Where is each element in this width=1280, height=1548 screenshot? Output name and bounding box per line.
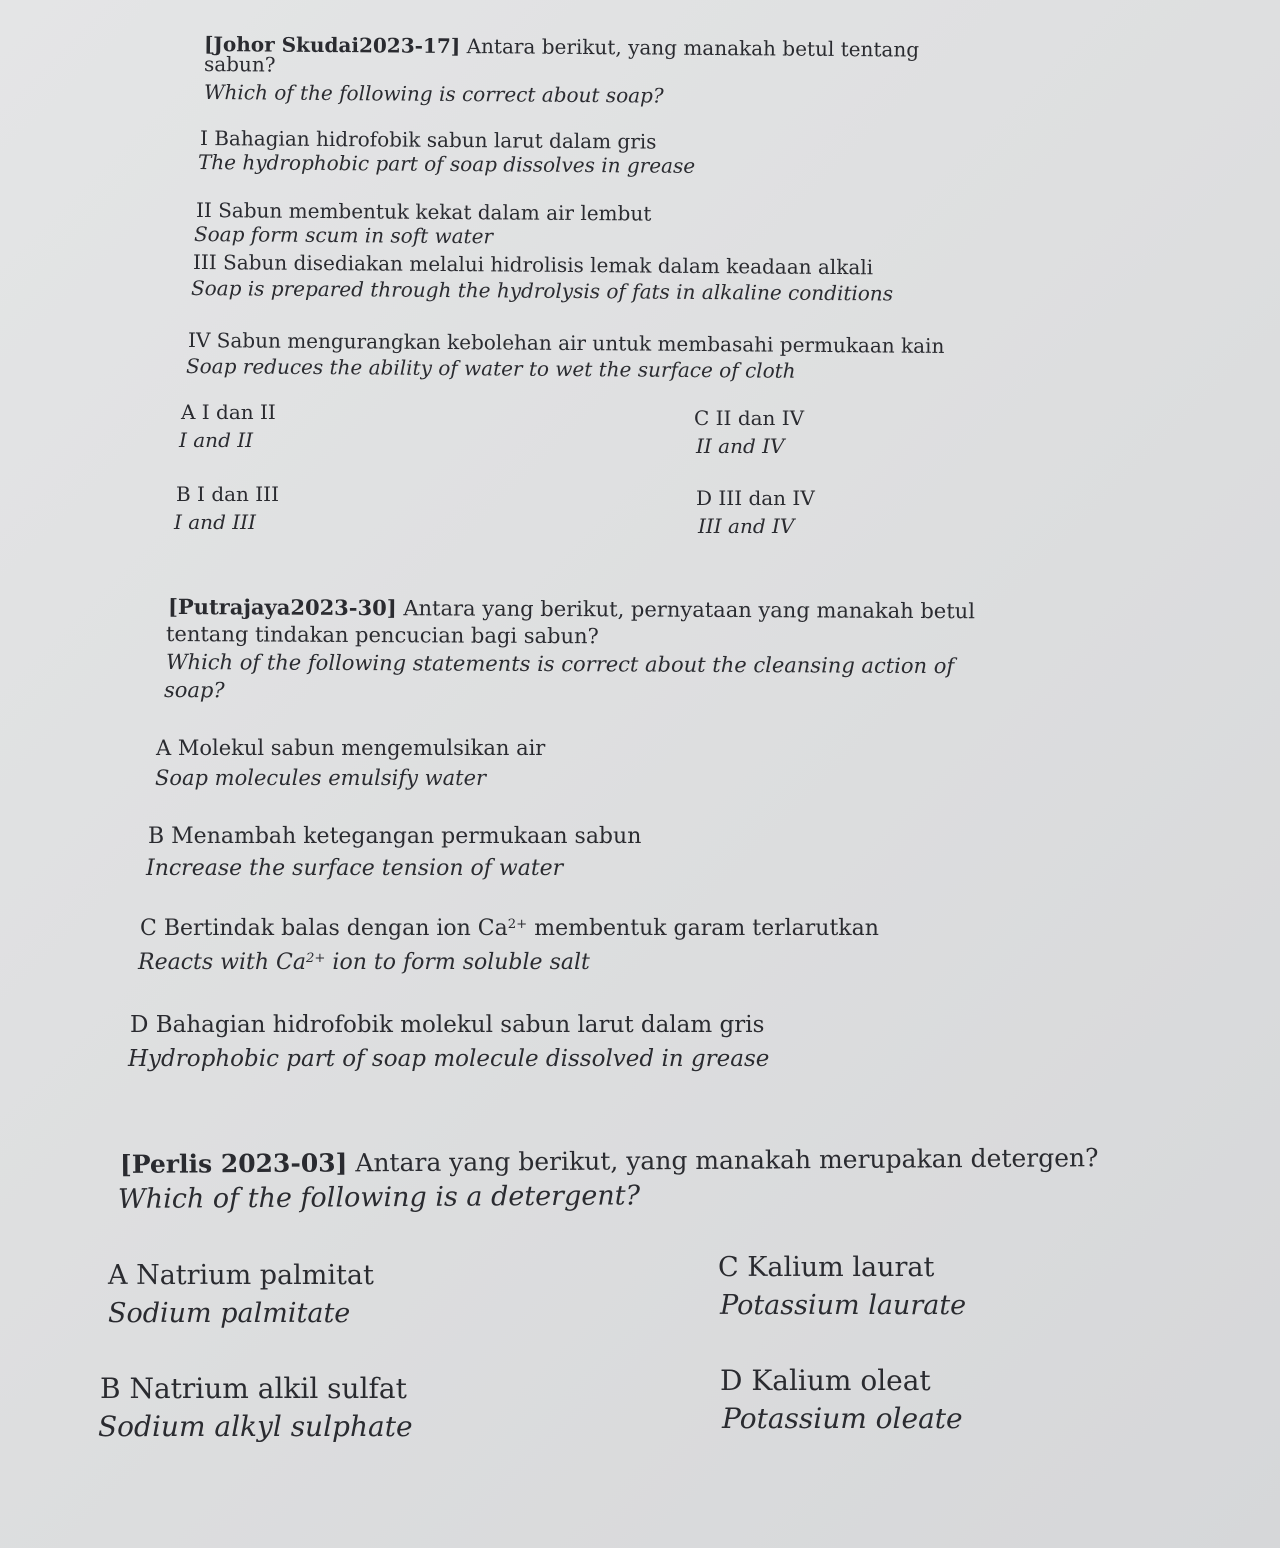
- q3-option-d-en: Potassium oleate: [722, 1402, 963, 1435]
- q2-option-c-en-pre: Reacts with Ca: [138, 950, 306, 975]
- q1-stem-ms-2: sabun?: [203, 52, 276, 77]
- q2-option-c-en-charge: 2+: [305, 950, 326, 966]
- q3-option-a-en: Sodium palmitate: [108, 1298, 351, 1329]
- q1-option-a-en: I and II: [179, 428, 254, 452]
- q1-option-c-en: II and IV: [696, 434, 785, 458]
- q1-option-d-ms: D III dan IV: [696, 486, 815, 510]
- q1-statement-2-en: Soap form scum in soft water: [193, 222, 494, 249]
- q1-statement-1-ms: I Bahagian hidrofobik sabun larut dalam gris: [199, 126, 657, 154]
- q2-stem-ms-1: Antara yang berikut, pernyataan yang manakah betul: [403, 596, 976, 624]
- q3-option-d-ms: D Kalium oleat: [720, 1364, 931, 1397]
- q2-option-c-ms: [140, 916, 879, 941]
- q3-option-a-ms: A Natrium palmitat: [108, 1260, 374, 1291]
- q2-stem-ms-2: tentang tindakan pencucian bagi sabun?: [165, 622, 599, 649]
- q1-stem-en: Which of the following is correct about soap?: [203, 80, 664, 108]
- q2-option-b-ms: B Menambah ketegangan permukaan sabun: [148, 824, 642, 849]
- q2-stem-line-1: [168, 594, 975, 623]
- q2-tag: [Putrajaya2023-30]: [167, 594, 397, 621]
- q2-option-a-en: Soap molecules emulsify water: [155, 766, 487, 790]
- q2-option-c-ms-post: membentuk garam terlarutkan: [527, 916, 879, 941]
- q1-option-b-en: I and III: [174, 510, 256, 534]
- q2-option-d-en: Hydrophobic part of soap molecule dissolved in grease: [128, 1046, 770, 1072]
- q2-option-c-en: [138, 950, 590, 975]
- q2-option-a-ms: A Molekul sabun mengemulsikan air: [156, 736, 546, 760]
- q3-option-c-en: Potassium laurate: [720, 1290, 967, 1321]
- q3-stem-en: Which of the following is a detergent?: [117, 1180, 641, 1215]
- q1-statement-3-en: Soap is prepared through the hydrolysis of fats in alkaline conditions: [190, 276, 894, 306]
- q1-statement-3-ms: III Sabun disediakan melalui hidrolisis lemak dalam keadaan alkali: [192, 250, 874, 280]
- q1-statement-1-en: The hydrophobic part of soap dissolves in grease: [197, 150, 696, 178]
- q3-stem-line-1: [120, 1143, 1099, 1179]
- q1-option-b-ms: B I dan III: [176, 482, 279, 506]
- q3-option-b-ms: B Natrium alkil sulfat: [100, 1372, 407, 1405]
- q2-option-c-ms-pre: C Bertindak balas dengan ion Ca: [140, 916, 508, 941]
- q1-option-a-ms: A I dan II: [181, 400, 276, 424]
- q2-stem-en-1: Which of the following statements is correct about the cleansing action of: [165, 650, 955, 679]
- q1-statement-2-ms: II Sabun membentuk kekat dalam air lembut: [195, 198, 652, 226]
- q1-statement-4-en: Soap reduces the ability of water to wet the surface of cloth: [185, 354, 796, 383]
- q3-stem-ms: Antara yang berikut, yang manakah merupakan detergen?: [355, 1143, 1099, 1178]
- q1-stem-line-1: [204, 32, 919, 62]
- q1-option-d-en: III and IV: [698, 514, 795, 538]
- q3-tag: [Perlis 2023-03]: [119, 1148, 348, 1179]
- q2-option-c-ms-charge: 2+: [507, 916, 528, 932]
- q1-tag: [Johor Skudai2023-17]: [203, 32, 461, 59]
- q2-option-d-ms: D Bahagian hidrofobik molekul sabun larut dalam gris: [130, 1012, 765, 1038]
- q1-stem-ms-1: Antara berikut, yang manakah betul tentang: [466, 34, 920, 62]
- q1-option-c-ms: C II dan IV: [694, 406, 805, 430]
- q3-option-b-en: Sodium alkyl sulphate: [98, 1410, 413, 1443]
- q1-statement-4-ms: IV Sabun mengurangkan kebolehan air untuk membasahi permukaan kain: [187, 328, 945, 358]
- q2-option-c-en-post: ion to form soluble salt: [325, 950, 590, 975]
- q3-option-c-ms: C Kalium laurat: [718, 1252, 935, 1283]
- q2-option-b-en: Increase the surface tension of water: [146, 856, 564, 881]
- q2-stem-en-2: soap?: [163, 678, 225, 703]
